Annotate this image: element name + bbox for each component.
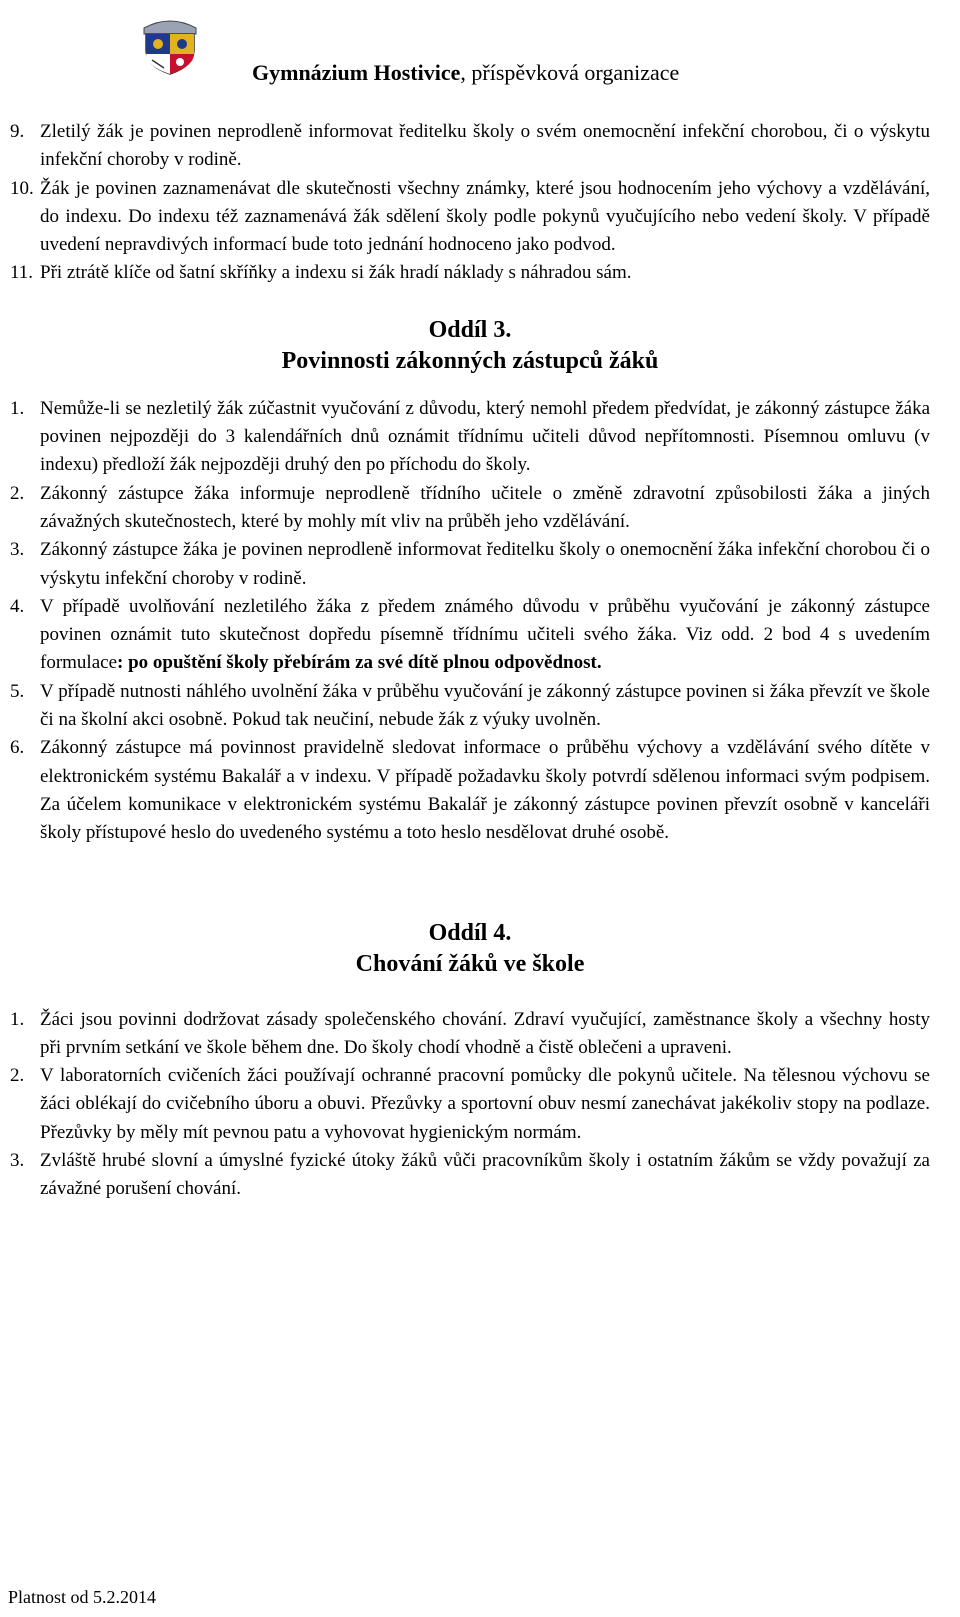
section3-subtitle: Povinnosti zákonných zástupců žáků — [281, 347, 659, 374]
school-name: Gymnázium Hostivice — [252, 60, 461, 85]
item-text: Zletilý žák je povinen neprodleně informovat ředitelku školy o svém onemocnění infekční chorobou, či o výskytu infekční choroby v rodině. — [40, 121, 930, 171]
item-number: 9. — [10, 121, 25, 142]
list-item — [10, 678, 930, 735]
item-number: 4. — [10, 595, 25, 617]
item-text: Zákonný zástupce má povinnost pravidelně sledovat informace o průběhu výchovy a vzdělávání svého dítěte v elektronickém systému Bakalář a v indexu. V případě požadavku školy potvrdí sdělenou informaci svým podpisem. Za účelem komunikace v elektronickém systému Bakalář je zákonný zástupce povinen převzít osobně v kanceláři školy přístupové heslo do uvedeného systému a toto heslo nesdělovat druhé osobě. — [40, 737, 930, 844]
item-bold-text: : po opuštění školy přebírám za své dítě plnou odpovědnost. — [117, 652, 602, 674]
item-number: 1. — [10, 1008, 25, 1030]
school-suffix: , příspěvková organizace — [460, 60, 680, 85]
list-item — [10, 593, 930, 678]
list-item — [10, 118, 930, 175]
item-text: V případě nutnosti náhlého uvolnění žáka v průběhu vyučování je zákonný zástupce povinen si žáka převzít ve škole či na školní akci osobně. Pokud tak neučiní, nebude žák z výuky uvolněn. — [40, 680, 930, 731]
section4-subtitle: Chování žáků ve škole — [355, 950, 585, 977]
list-item — [10, 395, 930, 480]
item-text: V laboratorních cvičeních žáci používají ochranné pracovní pomůcky dle pokynů učitele. Na tělesnou výchovu se žáci oblékají do cvičebního úboru a obuvi. Přezůvky a sportovní obuv nesmí zanechávat jakékoliv stopy na podlaze. Přezůvky by měly mít pevnou patu a vyhovovat hygienickým normám. — [40, 1065, 930, 1143]
item-text: V případě uvolňování nezletilého žáka z předem známého důvodu v průběhu vyučování je zákonný zástupce povinen oznámit tuto skutečnost dopředu písemně třídnímu učiteli svého žáka. Viz odd. 2 bod 4 s uvedením formulace — [40, 595, 930, 674]
item-text: Při ztrátě klíče od šatní skříňky a indexu si žák hradí náklady s náhradou sám. — [40, 262, 632, 284]
item-number: 3. — [10, 539, 25, 561]
item-number: 2. — [10, 482, 25, 504]
document-body — [10, 118, 930, 1204]
item-text: Zákonný zástupce žáka informuje neprodleně třídního učitele o změně zdravotní způsobilosti žáka a jiných závažných skutečnostech, které by mohly mít vliv na průběh jeho vzdělávání. — [40, 482, 930, 532]
list-item — [10, 734, 930, 847]
list-item — [10, 480, 930, 537]
item-number: 3. — [10, 1150, 25, 1172]
item-number: 1. — [10, 397, 25, 419]
item-text: Žáci jsou povinni dodržovat zásady společenského chování. Zdraví vyučující, zaměstnance školy a všechny hosty při prvním setkání ve škole během dne. Do školy chodí vhodně a čistě oblečeni a upraveni. — [40, 1008, 930, 1058]
item-number: 2. — [10, 1065, 25, 1087]
item-text: Nemůže-li se nezletilý žák zúčastnit vyučování z důvodu, který nemohl předem předvídat, je zákonný zástupce žáka povinen nejpozději do 3 kalendářních dnů oznámit třídnímu učiteli důvod nepřítomnosti. Písemnou omluvu (v indexu) předloží žák nejpozději druhý den po příchodu do školy. — [40, 397, 930, 476]
section4-list — [10, 1006, 930, 1204]
item-number: 10. — [10, 177, 34, 199]
validity-footer: Platnost od 5.2.2014 — [8, 1587, 157, 1607]
list-item — [10, 536, 930, 593]
section3-list — [10, 395, 930, 848]
list-item — [10, 1062, 930, 1147]
item-number: 11. — [10, 262, 34, 284]
section2-tail-list — [10, 118, 930, 288]
school-header — [252, 62, 679, 84]
item-number: 6. — [10, 737, 25, 759]
school-crest-icon — [136, 10, 204, 76]
item-text: Zákonný zástupce žáka je povinen neprodleně informovat ředitelku školy o onemocnění žáka infekční chorobou či o výskytu infekční choroby v rodině. — [40, 539, 930, 589]
list-item — [10, 259, 930, 287]
item-number: 5. — [10, 680, 25, 702]
item-text: Žák je povinen zaznamenávat dle skutečnosti všechny známky, které jsou hodnocením jeho výchovy a vzdělávání, do indexu. Do indexu též zaznamenává žák sdělení školy podle pokynů vyučujícího nebo vedení školy. V případě uvedení nepravdivých informací bude toto jednání hodnoceno jako podvod. — [40, 177, 930, 256]
item-text: Zvláště hrubé slovní a úmyslné fyzické útoky žáků vůči pracovníkům školy i ostatním žákům se vždy považují za závažné porušení chování. — [40, 1150, 930, 1200]
list-item — [10, 175, 930, 260]
section4-title: Oddíl 4. — [428, 919, 512, 946]
school-logo — [136, 10, 204, 76]
item-text-wrapper — [40, 593, 930, 678]
list-item — [10, 1006, 930, 1063]
section3-title: Oddíl 3. — [428, 316, 512, 343]
list-item — [10, 1147, 930, 1204]
